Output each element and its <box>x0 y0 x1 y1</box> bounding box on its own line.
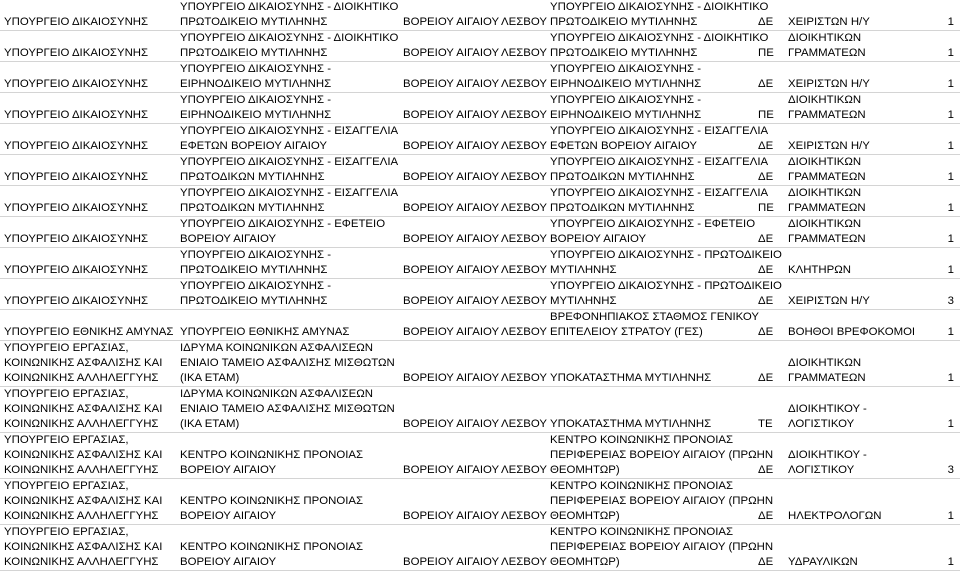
cell-line: ΥΠΟΥΡΓΕΙΟ ΔΙΚΑΙΟΣΥΝΗΣ - <box>550 94 702 106</box>
cell-line: ΚΟΙΝΩΝΙΚΗΣ ΑΛΛΗΛΕΓΓΥΗΣ <box>4 510 159 522</box>
ministry-cell <box>0 387 176 433</box>
cell-line: ΓΡΑΜΜΑΤΕΩΝ <box>788 202 866 214</box>
category-cell: ΔΕ <box>754 279 784 310</box>
specialty-cell <box>784 31 936 62</box>
cell-line: ΥΠΟΥΡΓΕΙΟ ΕΘΝΙΚΗΣ ΑΜΥΝΑΣ <box>180 326 350 338</box>
cell-line: ΠΡΩΤΟΔΙΚΩΝ ΜΥΤΙΛΗΝΗΣ <box>550 171 695 183</box>
service-cell <box>176 155 399 186</box>
cell-line: ΚΟΙΝΩΝΙΚΗΣ ΑΣΦΑΛΙΣΗΣ ΚΑΙ <box>4 403 163 415</box>
count-cell: 1 <box>936 0 960 31</box>
count-cell: 1 <box>936 525 960 571</box>
prefecture-cell: ΛΕΣΒΟΥ <box>497 279 546 310</box>
table-row <box>0 387 960 433</box>
region-cell: ΒΟΡΕΙΟΥ ΑΙΓΑΙΟΥ <box>399 217 497 248</box>
cell-line: ΘΕΟΜΗΤΩΡ) <box>550 510 620 522</box>
region-cell: ΒΟΡΕΙΟΥ ΑΙΓΑΙΟΥ <box>399 387 497 433</box>
category-cell: ΔΕ <box>754 62 784 93</box>
specialty-cell <box>784 186 936 217</box>
ministry-cell <box>0 155 176 186</box>
cell-line: ΥΠΟΥΡΓΕΙΟ ΕΡΓΑΣΙΑΣ, <box>4 342 129 354</box>
cell-line: ΚΟΙΝΩΝΙΚΗΣ ΑΛΛΗΛΕΓΓΥΗΣ <box>4 418 159 430</box>
cell-line: ΘΕΟΜΗΤΩΡ) <box>550 464 620 476</box>
region-cell: ΒΟΡΕΙΟΥ ΑΙΓΑΙΟΥ <box>399 62 497 93</box>
region-cell: ΒΟΡΕΙΟΥ ΑΙΓΑΙΟΥ <box>399 279 497 310</box>
service-cell <box>176 279 399 310</box>
cell-line: ΔΙΟΙΚΗΤΙΚΩΝ <box>788 156 862 168</box>
service-cell <box>176 93 399 124</box>
cell-line: ΚΟΙΝΩΝΙΚΗΣ ΑΛΛΗΛΕΓΓΥΗΣ <box>4 464 159 476</box>
cell-line: ΔΙΟΙΚΗΤΙΚΩΝ <box>788 187 862 199</box>
ministry-cell <box>0 525 176 571</box>
count-cell: 1 <box>936 217 960 248</box>
category-cell: ΔΕ <box>754 155 784 186</box>
specialty-cell <box>784 155 936 186</box>
cell-line: ΚΟΙΝΩΝΙΚΗΣ ΑΛΛΗΛΕΓΓΥΗΣ <box>4 556 159 568</box>
service-cell <box>176 387 399 433</box>
category-cell: ΔΕ <box>754 124 784 155</box>
cell-line: ΥΠΟΥΡΓΕΙΟ ΔΙΚΑΙΟΣΥΝΗΣ <box>4 78 149 90</box>
cell-line: ΒΟΡΕΙΟΥ ΑΙΓΑΙΟΥ <box>180 464 277 476</box>
table-row <box>0 479 960 525</box>
cell-line: ΠΡΩΤΟΔΙΚΩΝ ΜΥΤΙΛΗΝΗΣ <box>180 171 325 183</box>
unit-cell <box>546 341 754 387</box>
cell-line: ΥΠΟΥΡΓΕΙΟ ΔΙΚΑΙΟΣΥΝΗΣ <box>4 47 149 59</box>
cell-line: ΥΠΟΥΡΓΕΙΟ ΔΙΚΑΙΟΣΥΝΗΣ - ΕΙΣΑΓΓΕΛΙΑ <box>550 156 769 168</box>
category-cell: ΠΕ <box>754 93 784 124</box>
cell-line: ΥΠΟΥΡΓΕΙΟ ΔΙΚΑΙΟΣΥΝΗΣ <box>4 109 149 121</box>
cell-line: ΧΕΙΡΙΣΤΩΝ Η/Υ <box>788 140 870 152</box>
region-cell: ΒΟΡΕΙΟΥ ΑΙΓΑΙΟΥ <box>399 93 497 124</box>
table-row <box>0 0 960 31</box>
cell-line: ΒΟΡΕΙΟΥ ΑΙΓΑΙΟΥ <box>550 233 647 245</box>
cell-line: ΥΠΟΥΡΓΕΙΟ ΔΙΚΑΙΟΣΥΝΗΣ <box>4 233 149 245</box>
cell-line: ΥΠΟΥΡΓΕΙΟ ΔΙΚΑΙΟΣΥΝΗΣ - ΠΡΩΤΟΔΙΚΕΙΟ <box>550 249 782 261</box>
prefecture-cell: ΛΕΣΒΟΥ <box>497 155 546 186</box>
service-cell <box>176 0 399 31</box>
cell-line: ΚΟΙΝΩΝΙΚΗΣ ΑΣΦΑΛΙΣΗΣ ΚΑΙ <box>4 449 163 461</box>
cell-line: ΥΠΟΥΡΓΕΙΟ ΔΙΚΑΙΟΣΥΝΗΣ - ΕΙΣΑΓΓΕΛΙΑ <box>550 125 769 137</box>
cell-line: ΚΟΙΝΩΝΙΚΗΣ ΑΣΦΑΛΙΣΗΣ ΚΑΙ <box>4 495 163 507</box>
cell-line: ΠΡΩΤΟΔΙΚΩΝ ΜΥΤΙΛΗΝΗΣ <box>180 202 325 214</box>
ministry-cell <box>0 186 176 217</box>
cell-line: ΥΠΟΥΡΓΕΙΟ ΕΘΝΙΚΗΣ ΑΜΥΝΑΣ <box>4 326 174 338</box>
cell-line: ΥΠΟΚΑΤΑΣΤΗΜΑ ΜΥΤΙΛΗΝΗΣ <box>550 372 712 384</box>
table-row <box>0 31 960 62</box>
category-cell: ΔΕ <box>754 479 784 525</box>
cell-line: ΕΙΡΗΝΟΔΙΚΕΙΟ ΜΥΤΙΛΗΝΗΣ <box>180 109 332 121</box>
cell-line: ΚΟΙΝΩΝΙΚΗΣ ΑΛΛΗΛΕΓΓΥΗΣ <box>4 372 159 384</box>
cell-line: ΓΡΑΜΜΑΤΕΩΝ <box>788 233 866 245</box>
region-cell: ΒΟΡΕΙΟΥ ΑΙΓΑΙΟΥ <box>399 248 497 279</box>
prefecture-cell: ΛΕΣΒΟΥ <box>497 217 546 248</box>
table-row <box>0 186 960 217</box>
ministry-cell <box>0 248 176 279</box>
prefecture-cell: ΛΕΣΒΟΥ <box>497 248 546 279</box>
cell-line: ΕΝΙΑΙΟ ΤΑΜΕΙΟ ΑΣΦΑΛΙΣΗΣ ΜΙΣΘΩΤΩΝ <box>180 403 395 415</box>
cell-line: ΕΦΕΤΩΝ ΒΟΡΕΙΟΥ ΑΙΓΑΙΟΥ <box>180 140 328 152</box>
unit-cell <box>546 93 754 124</box>
cell-line: ΥΠΟΥΡΓΕΙΟ ΕΡΓΑΣΙΑΣ, <box>4 434 129 446</box>
prefecture-cell: ΛΕΣΒΟΥ <box>497 186 546 217</box>
specialty-cell <box>784 93 936 124</box>
cell-line: ΥΠΟΥΡΓΕΙΟ ΕΡΓΑΣΙΑΣ, <box>4 388 129 400</box>
prefecture-cell: ΛΕΣΒΟΥ <box>497 310 546 341</box>
count-cell: 1 <box>936 124 960 155</box>
cell-line: ΔΙΟΙΚΗΤΙΚΟΥ - <box>788 403 867 415</box>
count-cell: 1 <box>936 341 960 387</box>
cell-line: ΓΡΑΜΜΑΤΕΩΝ <box>788 109 866 121</box>
cell-line: ΔΙΟΙΚΗΤΙΚΩΝ <box>788 32 862 44</box>
cell-line: ΒΟΡΕΙΟΥ ΑΙΓΑΙΟΥ <box>180 233 277 245</box>
count-cell: 3 <box>936 279 960 310</box>
category-cell: ΔΕ <box>754 341 784 387</box>
prefecture-cell: ΛΕΣΒΟΥ <box>497 433 546 479</box>
count-cell: 1 <box>936 186 960 217</box>
cell-line: ΒΟΡΕΙΟΥ ΑΙΓΑΙΟΥ <box>180 556 277 568</box>
prefecture-cell: ΛΕΣΒΟΥ <box>497 525 546 571</box>
region-cell: ΒΟΡΕΙΟΥ ΑΙΓΑΙΟΥ <box>399 0 497 31</box>
cell-line: ΜΥΤΙΛΗΝΗΣ <box>550 295 617 307</box>
ministry-cell <box>0 310 176 341</box>
category-cell: ΔΕ <box>754 433 784 479</box>
service-cell <box>176 31 399 62</box>
cell-line: ΠΕΡΙΦΕΡΕΙΑΣ ΒΟΡΕΙΟΥ ΑΙΓΑΙΟΥ (ΠΡΩΗΝ <box>550 495 774 507</box>
category-cell: ΠΕ <box>754 186 784 217</box>
service-cell <box>176 433 399 479</box>
cell-line: ΔΙΟΙΚΗΤΙΚΩΝ <box>788 218 862 230</box>
ministry-cell <box>0 124 176 155</box>
cell-line: ΥΠΟΥΡΓΕΙΟ ΔΙΚΑΙΟΣΥΝΗΣ <box>4 295 149 307</box>
specialty-cell <box>784 525 936 571</box>
category-cell: ΤΕ <box>754 387 784 433</box>
ministry-cell <box>0 31 176 62</box>
cell-line: ΥΠΟΥΡΓΕΙΟ ΔΙΚΑΙΟΣΥΝΗΣ <box>4 16 149 28</box>
category-cell: ΔΕ <box>754 525 784 571</box>
cell-line: ΛΟΓΙΣΤΙΚΟΥ <box>788 418 855 430</box>
cell-line: ΔΙΟΙΚΗΤΙΚΟΥ - <box>788 449 867 461</box>
prefecture-cell: ΛΕΣΒΟΥ <box>497 387 546 433</box>
region-cell: ΒΟΡΕΙΟΥ ΑΙΓΑΙΟΥ <box>399 525 497 571</box>
table-row <box>0 93 960 124</box>
cell-line: ΧΕΙΡΙΣΤΩΝ Η/Υ <box>788 78 870 90</box>
region-cell: ΒΟΡΕΙΟΥ ΑΙΓΑΙΟΥ <box>399 341 497 387</box>
prefecture-cell: ΛΕΣΒΟΥ <box>497 479 546 525</box>
ministry-cell <box>0 217 176 248</box>
cell-line: ΚΕΝΤΡΟ ΚΟΙΝΩΝΙΚΗΣ ΠΡΟΝΟΙΑΣ <box>550 480 734 492</box>
unit-cell <box>546 387 754 433</box>
cell-line: (ΙΚΑ ΕΤΑΜ) <box>180 418 240 430</box>
cell-line: (ΙΚΑ ΕΤΑΜ) <box>180 372 240 384</box>
specialty-cell <box>784 341 936 387</box>
region-cell: ΒΟΡΕΙΟΥ ΑΙΓΑΙΟΥ <box>399 310 497 341</box>
specialty-cell <box>784 310 936 341</box>
ministry-cell <box>0 279 176 310</box>
cell-line: ΠΕΡΙΦΕΡΕΙΑΣ ΒΟΡΕΙΟΥ ΑΙΓΑΙΟΥ (ΠΡΩΗΝ <box>550 449 774 461</box>
ministry-cell <box>0 433 176 479</box>
prefecture-cell: ΛΕΣΒΟΥ <box>497 341 546 387</box>
cell-line: ΚΕΝΤΡΟ ΚΟΙΝΩΝΙΚΗΣ ΠΡΟΝΟΙΑΣ <box>180 541 364 553</box>
cell-line: ΚΕΝΤΡΟ ΚΟΙΝΩΝΙΚΗΣ ΠΡΟΝΟΙΑΣ <box>550 526 734 538</box>
cell-line: ΥΠΟΥΡΓΕΙΟ ΔΙΚΑΙΟΣΥΝΗΣ - ΕΦΕΤΕΙΟ <box>180 218 386 230</box>
service-cell <box>176 310 399 341</box>
cell-line: ΥΠΟΥΡΓΕΙΟ ΔΙΚΑΙΟΣΥΝΗΣ - <box>180 94 332 106</box>
cell-line: ΥΠΟΚΑΤΑΣΤΗΜΑ ΜΥΤΙΛΗΝΗΣ <box>550 418 712 430</box>
count-cell: 1 <box>936 155 960 186</box>
cell-line: ΙΔΡΥΜΑ ΚΟΙΝΩΝΙΚΩΝ ΑΣΦΑΛΙΣΕΩΝ <box>180 342 374 354</box>
cell-line: ΥΠΟΥΡΓΕΙΟ ΔΙΚΑΙΟΣΥΝΗΣ - ΔΙΟΙΚΗΤΙΚΟ <box>550 32 769 44</box>
cell-line: ΥΠΟΥΡΓΕΙΟ ΔΙΚΑΙΟΣΥΝΗΣ - <box>180 280 332 292</box>
cell-line: ΚΕΝΤΡΟ ΚΟΙΝΩΝΙΚΗΣ ΠΡΟΝΟΙΑΣ <box>180 495 364 507</box>
cell-line: ΥΠΟΥΡΓΕΙΟ ΔΙΚΑΙΟΣΥΝΗΣ - ΔΙΟΙΚΗΤΙΚΟ <box>550 1 769 13</box>
cell-line: ΜΥΤΙΛΗΝΗΣ <box>550 264 617 276</box>
specialty-cell <box>784 124 936 155</box>
service-cell <box>176 124 399 155</box>
count-cell: 1 <box>936 62 960 93</box>
table-row <box>0 217 960 248</box>
cell-line: ΥΠΟΥΡΓΕΙΟ ΔΙΚΑΙΟΣΥΝΗΣ - ΕΙΣΑΓΓΕΛΙΑ <box>180 156 399 168</box>
cell-line: ΒΟΡΕΙΟΥ ΑΙΓΑΙΟΥ <box>180 510 277 522</box>
cell-line: ΥΠΟΥΡΓΕΙΟ ΔΙΚΑΙΟΣΥΝΗΣ - ΕΦΕΤΕΙΟ <box>550 218 756 230</box>
cell-line: ΠΡΩΤΟΔΙΚΕΙΟ ΜΥΤΙΛΗΝΗΣ <box>180 16 328 28</box>
service-cell <box>176 479 399 525</box>
specialty-cell <box>784 433 936 479</box>
ministry-cell <box>0 0 176 31</box>
category-cell: ΔΕ <box>754 217 784 248</box>
table-row <box>0 155 960 186</box>
ministry-cell <box>0 479 176 525</box>
cell-line: ΓΡΑΜΜΑΤΕΩΝ <box>788 171 866 183</box>
cell-line: ΘΕΟΜΗΤΩΡ) <box>550 556 620 568</box>
category-cell: ΔΕ <box>754 310 784 341</box>
specialty-cell <box>784 279 936 310</box>
cell-line: ΕΠΙΤΕΛΕΙΟΥ ΣΤΡΑΤΟΥ (ΓΕΣ) <box>550 326 703 338</box>
ministry-cell <box>0 62 176 93</box>
cell-line: ΕΙΡΗΝΟΔΙΚΕΙΟ ΜΥΤΙΛΗΝΗΣ <box>550 109 702 121</box>
cell-line: ΕΝΙΑΙΟ ΤΑΜΕΙΟ ΑΣΦΑΛΙΣΗΣ ΜΙΣΘΩΤΩΝ <box>180 357 395 369</box>
cell-line: ΧΕΙΡΙΣΤΩΝ Η/Υ <box>788 16 870 28</box>
region-cell: ΒΟΡΕΙΟΥ ΑΙΓΑΙΟΥ <box>399 433 497 479</box>
cell-line: ΠΡΩΤΟΔΙΚΕΙΟ ΜΥΤΙΛΗΝΗΣ <box>180 264 328 276</box>
ministry-cell <box>0 341 176 387</box>
cell-line: ΕΦΕΤΩΝ ΒΟΡΕΙΟΥ ΑΙΓΑΙΟΥ <box>550 140 698 152</box>
table-row <box>0 279 960 310</box>
count-cell: 1 <box>936 31 960 62</box>
cell-line: ΥΠΟΥΡΓΕΙΟ ΔΙΚΑΙΟΣΥΝΗΣ - <box>180 63 332 75</box>
cell-line: ΔΙΟΙΚΗΤΙΚΩΝ <box>788 94 862 106</box>
cell-line: ΥΠΟΥΡΓΕΙΟ ΔΙΚΑΙΟΣΥΝΗΣ - ΕΙΣΑΓΓΕΛΙΑ <box>550 187 769 199</box>
cell-line: ΧΕΙΡΙΣΤΩΝ Η/Υ <box>788 295 870 307</box>
region-cell: ΒΟΡΕΙΟΥ ΑΙΓΑΙΟΥ <box>399 155 497 186</box>
cell-line: ΥΠΟΥΡΓΕΙΟ ΔΙΚΑΙΟΣΥΝΗΣ - ΠΡΩΤΟΔΙΚΕΙΟ <box>550 280 782 292</box>
specialty-cell <box>784 217 936 248</box>
category-cell: ΔΕ <box>754 248 784 279</box>
cell-line: ΕΙΡΗΝΟΔΙΚΕΙΟ ΜΥΤΙΛΗΝΗΣ <box>550 78 702 90</box>
count-cell: 3 <box>936 433 960 479</box>
table-row <box>0 62 960 93</box>
cell-line: ΚΕΝΤΡΟ ΚΟΙΝΩΝΙΚΗΣ ΠΡΟΝΟΙΑΣ <box>180 449 364 461</box>
service-cell <box>176 217 399 248</box>
cell-line: ΛΟΓΙΣΤΙΚΟΥ <box>788 464 855 476</box>
cell-line: ΚΟΙΝΩΝΙΚΗΣ ΑΣΦΑΛΙΣΗΣ ΚΑΙ <box>4 357 163 369</box>
cell-line: ΗΛΕΚΤΡΟΛΟΓΩΝ <box>788 510 882 522</box>
count-cell: 1 <box>936 387 960 433</box>
specialty-cell <box>784 0 936 31</box>
cell-line: ΔΙΟΙΚΗΤΙΚΩΝ <box>788 357 862 369</box>
service-cell <box>176 341 399 387</box>
prefecture-cell: ΛΕΣΒΟΥ <box>497 62 546 93</box>
cell-line: ΠΕΡΙΦΕΡΕΙΑΣ ΒΟΡΕΙΟΥ ΑΙΓΑΙΟΥ (ΠΡΩΗΝ <box>550 541 774 553</box>
table-row <box>0 310 960 341</box>
service-cell <box>176 525 399 571</box>
cell-line: ΓΡΑΜΜΑΤΕΩΝ <box>788 372 866 384</box>
cell-line: ΥΠΟΥΡΓΕΙΟ ΕΡΓΑΣΙΑΣ, <box>4 480 129 492</box>
cell-line: ΥΠΟΥΡΓΕΙΟ ΔΙΚΑΙΟΣΥΝΗΣ - <box>550 63 702 75</box>
service-cell <box>176 62 399 93</box>
cell-line: ΠΡΩΤΟΔΙΚΕΙΟ ΜΥΤΙΛΗΝΗΣ <box>550 47 698 59</box>
prefecture-cell: ΛΕΣΒΟΥ <box>497 93 546 124</box>
category-cell: ΔΕ <box>754 0 784 31</box>
cell-line: ΥΠΟΥΡΓΕΙΟ ΔΙΚΑΙΟΣΥΝΗΣ - ΔΙΟΙΚΗΤΙΚΟ <box>180 1 399 13</box>
cell-line: ΒΡΕΦΟΝΗΠΙΑΚΟΣ ΣΤΑΘΜΟΣ ΓΕΝΙΚΟΥ <box>550 311 760 323</box>
cell-line: ΙΔΡΥΜΑ ΚΟΙΝΩΝΙΚΩΝ ΑΣΦΑΛΙΣΕΩΝ <box>180 388 374 400</box>
specialty-cell <box>784 387 936 433</box>
count-cell: 1 <box>936 93 960 124</box>
cell-line: ΠΡΩΤΟΔΙΚΕΙΟ ΜΥΤΙΛΗΝΗΣ <box>180 295 328 307</box>
cell-line: ΚΕΝΤΡΟ ΚΟΙΝΩΝΙΚΗΣ ΠΡΟΝΟΙΑΣ <box>550 434 734 446</box>
cell-line: ΠΡΩΤΟΔΙΚΩΝ ΜΥΤΙΛΗΝΗΣ <box>550 202 695 214</box>
cell-line: ΥΠΟΥΡΓΕΙΟ ΔΙΚΑΙΟΣΥΝΗΣ <box>4 264 149 276</box>
table-row <box>0 248 960 279</box>
cell-line: ΓΡΑΜΜΑΤΕΩΝ <box>788 47 866 59</box>
unit-cell <box>546 217 754 248</box>
specialty-cell <box>784 479 936 525</box>
count-cell: 1 <box>936 248 960 279</box>
service-cell <box>176 186 399 217</box>
cell-line: ΥΠΟΥΡΓΕΙΟ ΕΡΓΑΣΙΑΣ, <box>4 526 129 538</box>
cell-line: ΚΟΙΝΩΝΙΚΗΣ ΑΣΦΑΛΙΣΗΣ ΚΑΙ <box>4 541 163 553</box>
unit-cell <box>546 310 760 341</box>
prefecture-cell: ΛΕΣΒΟΥ <box>497 31 546 62</box>
cell-line: ΠΡΩΤΟΔΙΚΕΙΟ ΜΥΤΙΛΗΝΗΣ <box>180 47 328 59</box>
unit-cell <box>546 62 754 93</box>
cell-line: ΠΡΩΤΟΔΙΚΕΙΟ ΜΥΤΙΛΗΝΗΣ <box>550 16 698 28</box>
ministry-cell <box>0 93 176 124</box>
cell-line: ΥΠΟΥΡΓΕΙΟ ΔΙΚΑΙΟΣΥΝΗΣ <box>4 140 149 152</box>
service-cell <box>176 248 399 279</box>
region-cell: ΒΟΡΕΙΟΥ ΑΙΓΑΙΟΥ <box>399 124 497 155</box>
specialty-cell <box>784 248 936 279</box>
table-row <box>0 433 960 479</box>
region-cell: ΒΟΡΕΙΟΥ ΑΙΓΑΙΟΥ <box>399 31 497 62</box>
count-cell: 1 <box>936 310 960 341</box>
count-cell: 1 <box>936 479 960 525</box>
cell-line: ΥΠΟΥΡΓΕΙΟ ΔΙΚΑΙΟΣΥΝΗΣ - ΕΙΣΑΓΓΕΛΙΑ <box>180 187 399 199</box>
cell-line: ΥΠΟΥΡΓΕΙΟ ΔΙΚΑΙΟΣΥΝΗΣ - ΔΙΟΙΚΗΤΙΚΟ <box>180 32 399 44</box>
prefecture-cell: ΛΕΣΒΟΥ <box>497 0 546 31</box>
region-cell: ΒΟΡΕΙΟΥ ΑΙΓΑΙΟΥ <box>399 186 497 217</box>
cell-line: ΥΠΟΥΡΓΕΙΟ ΔΙΚΑΙΟΣΥΝΗΣ - <box>180 249 332 261</box>
table-row <box>0 124 960 155</box>
cell-line: ΥΔΡΑΥΛΙΚΩΝ <box>788 556 858 568</box>
cell-line: ΥΠΟΥΡΓΕΙΟ ΔΙΚΑΙΟΣΥΝΗΣ - ΕΙΣΑΓΓΕΛΙΑ <box>180 125 399 137</box>
table-row <box>0 341 960 387</box>
cell-line: ΒΟΗΘΟΙ ΒΡΕΦΟΚΟΜΟΙ <box>788 326 916 338</box>
cell-line: ΚΛΗΤΗΡΩΝ <box>788 264 851 276</box>
specialty-cell <box>784 62 936 93</box>
category-cell: ΠΕ <box>754 31 784 62</box>
table-row <box>0 525 960 571</box>
cell-line: ΥΠΟΥΡΓΕΙΟ ΔΙΚΑΙΟΣΥΝΗΣ <box>4 171 149 183</box>
cell-line: ΕΙΡΗΝΟΔΙΚΕΙΟ ΜΥΤΙΛΗΝΗΣ <box>180 78 332 90</box>
cell-line: ΥΠΟΥΡΓΕΙΟ ΔΙΚΑΙΟΣΥΝΗΣ <box>4 202 149 214</box>
prefecture-cell: ΛΕΣΒΟΥ <box>497 124 546 155</box>
region-cell: ΒΟΡΕΙΟΥ ΑΙΓΑΙΟΥ <box>399 479 497 525</box>
